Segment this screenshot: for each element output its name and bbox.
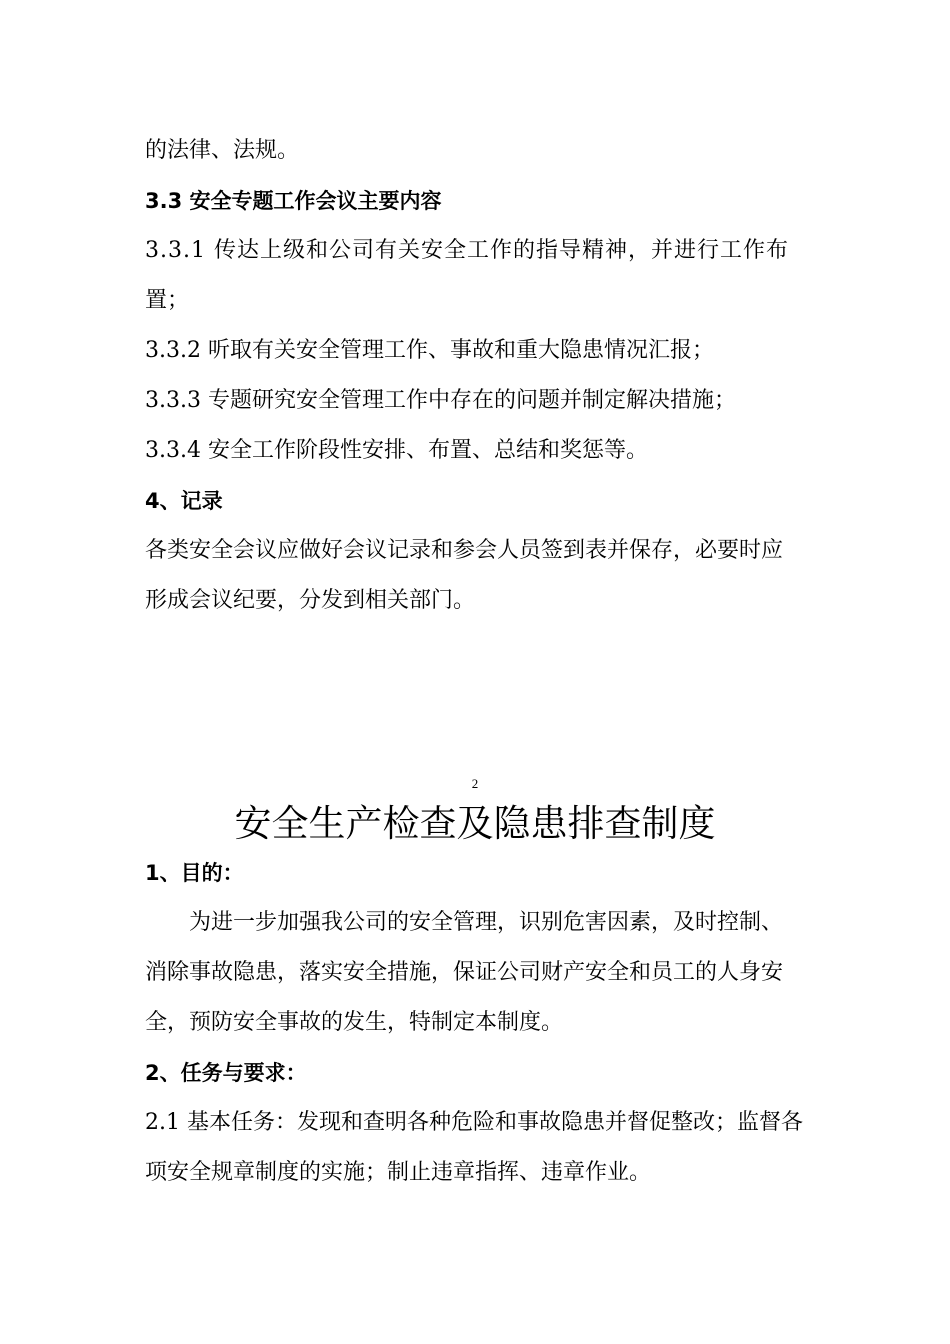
body-text-line: 项安全规章制度的实施；制止违章指挥、违章作业。 [145,1160,652,1185]
body-text-line: 为进一步加强我公司的安全管理，识别危害因素，及时控制、 [189,910,784,935]
body-text-line: 全，预防安全事故的发生，特制定本制度。 [145,1010,564,1035]
body-text-line: 各类安全会议应做好会议记录和参会人员签到表并保存，必要时应 [145,538,784,563]
body-text-line: 2.1 基本任务：发现和查明各种危险和事故隐患并督促整改；监督各 [145,1110,803,1135]
section-heading: 2、任务与要求： [145,1061,307,1085]
body-text-line: 的法律、法规。 [145,138,300,163]
body-text-line: 3.3.2 听取有关安全管理工作、事故和重大隐患情况汇报； [145,338,714,363]
section-heading: 3.3 安全专题工作会议主要内容 [145,189,442,213]
body-text-line: 消除事故隐患，落实安全措施，保证公司财产安全和员工的人身安 [145,960,784,985]
section-heading: 4、记录 [145,489,223,513]
section-heading: 1、目的： [145,861,244,885]
body-text-line: 形成会议纪要，分发到相关部门。 [145,588,476,613]
document-title: 安全生产检查及隐患排查制度 [234,802,716,845]
body-text-line: 置； [145,288,190,313]
body-text-line: 3.3.1 传达上级和公司有关安全工作的指导精神，并进行工作布 [145,238,789,263]
body-text-line: 3.3.3 专题研究安全管理工作中存在的问题并制定解决措施； [145,388,736,413]
body-text-line: 3.3.4 安全工作阶段性安排、布置、总结和奖惩等。 [145,438,648,463]
page-number: 2 [471,776,479,791]
